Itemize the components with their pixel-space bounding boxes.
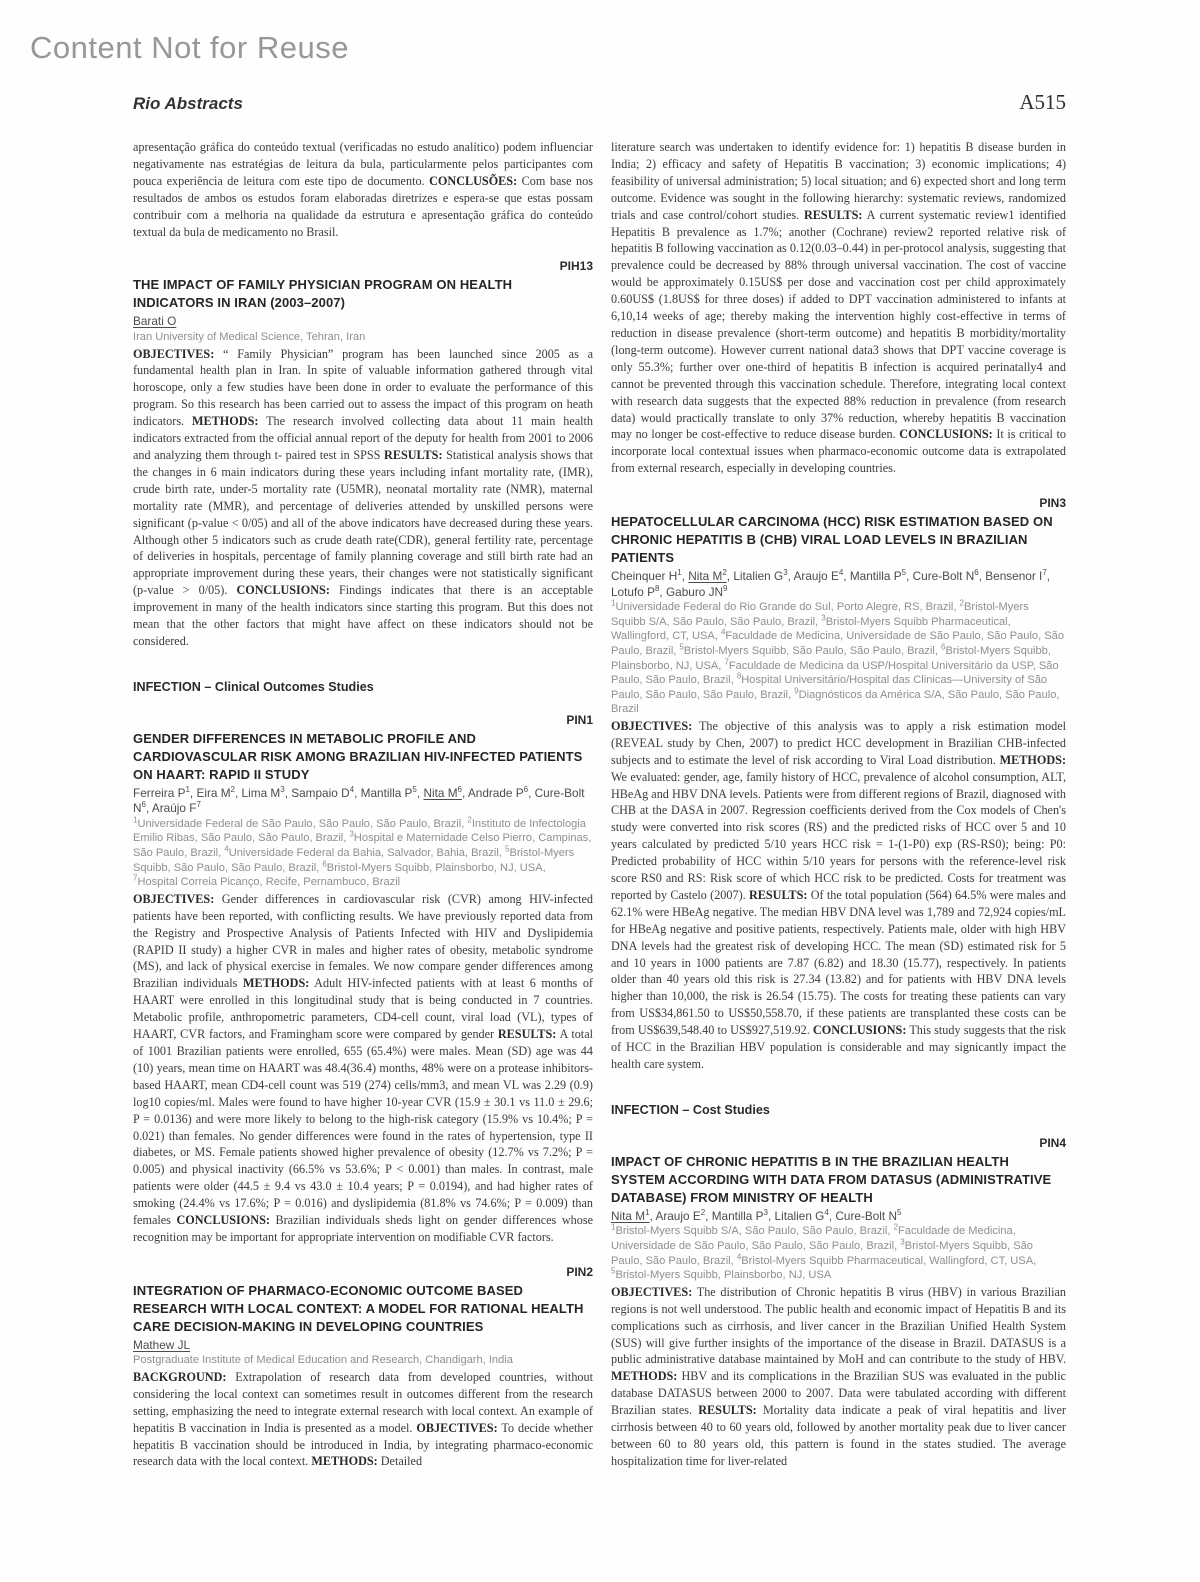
abstract-body-continuation: apresentação gráfica do conteúdo textual (verificadas no estudo analítico) podem influenciar negativamente nas estratégias de leitura da bula, particularmente pelos participantes com pouca experiência de leitura com este tipo de documento. CONCLUSÕES: Com base nos resultados de ambos os estudos foram elaboradas diretrizes e espera-se que estas possam contribuir com a melhoria na qualidade da estrutura e apresentação gráfica do conteúdo textual da bula de medicamento no Brasil. [133,140,593,239]
running-head [133,90,1066,115]
left-column [133,139,593,1470]
abstract-body-continuation: literature search was undertaken to identify evidence for: 1) hepatitis B disease burden in India; 2) efficacy and safety of Hepatitis B vaccination; 3) economic implications; 4) feasibility of universal administration; 5) local situation; and 6) expected short and long term outcome. Evidence was sought in the following hierarchy: systematic reviews, randomized trials and case control/cohort studies. RESULTS: A current systematic review1 identified Hepatitis B prevalence as 1.7%; another (Cochrane) review2 reported relative risk of hepatitis B following vaccination as 0.12(0.03–0.44) in per-protocol analysis, suggesting that prevalence could be decreased by 88% through universal vaccination. The cost of vaccine would be approximately 0.15US$ per dose and vaccination cost per child approximately 0.60US$ (1.8US$ for three doses) if added to DPT vaccination administered to infants at 6,10,14 weeks of age; thereby making the intervention highly cost-effective in terms of reduction in disease prevalence (short-term outcome) and hepatitis B morbidity/mortality (long-term outcome). However current national data3 shows that DPT vaccine coverage is only 55.3%; further over one-third of hepatitis B infection is acquired perinatally4 and cannot be prevented through this vaccination schedule. Therefore, integrating local context with research data suggests that the expected 88% reduction in prevalence (from research data) would practically translate to only 37% reduction, whereby hepatitis B vaccination may no longer be cost-effective to reduce disease burden. CONCLUSIONS: It is critical to incorporate local contextual issues when pharmaco-economic outcome data is extrapolated from external research, especially in developing countries. [611,140,1067,476]
abstract-body: OBJECTIVES: Gender differences in cardiovascular risk (CVR) among HIV-infected patients have been reported, with conflicting results. We have previously reported data from the Registry and Prospective Analysis of Patients Infected with HIV and Dyslipidemia (RAPID II study) a higher CVR in males and higher rates of obesity, metabolic syndrome (MS), and lack of physical exercise in females. We now compare gender differences among Brazilian individuals METHODS: Adult HIV-infected patients with at least 6 months of HAART were enrolled in this longitudinal study that is being conducted in 7 countries. Metabolic profile, anthropometric parameters, CD4-cell count, viral load (VL), types of HAART, CVR factors, and Framingham score were compared by gender RESULTS: A total of 1001 Brazilian patients were enrolled, 655 (65.4%) were males. Mean (SD) age was 44 (10) years, mean time on HAART was 48.4(36.4) months, 48% were on a protease inhibitors-based HAART, mean CD4-cell count was 519 (274) cells/mm3, and mean VL was 2.29 (0.9) log10 copies/ml. Males were found to have higher 10-year CVR (15.9 ± 30.1 vs 11.0 ± 29.6; P = 0.0136) and were more likely to belong to the high-risk category (15.9% vs 10.4%; P = 0.021) than females. No gender differences were found in the rates of hypertension, type II diabetes, or MS. Female patients showed higher prevalence of obesity (12.7% vs 7.2%; P = 0.005) and physical inactivity (66.5% vs 53.6%; P < 0.001) than males. In contrast, male patients were older (44.5 ± 9.4 vs 43.0 ± 10.4 years; P = 0.0194), and had higher rates of smoking (24.4% vs 17.6%; P = 0.016) and dyslipidemia (81.8% vs 74.6%; P = 0.009) than females CONCLUSIONS: Brazilian individuals sheds light on gender differences whose recognition may be important for appropriate intervention on modifiable CVR factors. [133,891,593,1244]
abstract-pin1 [133,712,593,1246]
abstract-authors: Barati O [133,314,177,329]
abstract-pih13 [133,258,593,649]
abstract-title: INTEGRATION OF PHARMACO-ECONOMIC OUTCOME BASED RESEARCH WITH LOCAL CONTEXT: A MODEL FOR RATIONAL HEALTH CARE DECISION-MAKING IN DEVELOPING COUNTRIES [133,1282,584,1334]
abstract-authors: Nita $M^1$, Araujo $E^2$, Mantilla $P^3$, Litalien $G^4$, Cure-Bolt $N^5$ [611,1207,902,1223]
abstract-affiliations: $^1$Bristol-Myers Squibb S/A, São Paulo, São Paulo, Brazil, $^2$Faculdade de Medicina, Universidade de São Paulo, São Paulo, São Paulo, Brazil, $^3$Bristol-Myers Squibb, São Paulo, São Paulo, Brazil, $^4$Bristol-Myers Squibb Pharmaceutical, Wallingford, CT, USA, $^5$Bristol-Myers Squibb, Plainsborbo, NJ, USA [611,1222,1037,1282]
abstract-body: OBJECTIVES: The distribution of Chronic hepatitis B virus (HBV) in various Brazilian regions is not well understood. The public health and economic impact of Hepatitis B and its complications such as cirrhosis, and liver cancer in the Brazilian Unified Health System (SUS) will give further insights of the importance of the disease in Brazil. DATASUS is a public administrative database maintained by MoH and can contribute to the study of HBV. METHODS: HBV and its complications in the Brazilian SUS was evaluated in the public database DATASUS between 2000 to 2007. Data were tabulated according with different Brazilian states. RESULTS: Mortality data indicate a peak of viral hepatitis and liver cirrhosis between 40 to 60 years old, followed by another mortality peak due to liver cancer between 60 to 80 years old, this pattern is found in the states studied. The average hospitalization time for liver-related [611,1284,1066,1468]
section-header: INFECTION – Cost Studies [611,1102,770,1117]
abstract-code: PIN1 [566,712,593,727]
abstract-title: IMPACT OF CHRONIC HEPATITIS B IN THE BRAZILIAN HEALTH SYSTEM ACCORDING WITH DATA FROM DATASUS (ADMINISTRATIVE DATABASE) FROM MINISTRY OF HEALTH [611,1153,1052,1205]
content-not-for-reuse-watermark: Content Not for Reuse [30,30,349,65]
abstract-authors: Ferreira $P^1$, Eira $M^2$, Lima $M^3$, Sampaio $D^4$, Mantilla $P^5$, Nita $M^6$, Andrade $P^6$, Cure-Bolt $N^6$, Araújo $F^7$ [133,784,585,816]
abstract-affiliations: Postgraduate Institute of Medical Education and Research, Chandigarh, India [133,1354,513,1367]
abstract-body: BACKGROUND: Extrapolation of research data from developed countries, without considering the local context can sometimes result in outcomes different from the research setting, emphasizing the need to integrate external research with local context. An example of hepatitis B vaccination in India is presented as a model. OBJECTIVES: To decide whether hepatitis B vaccination should be introduced in India, by integrating pharmaco-economic research data with the local context. METHODS: Detailed [133,1369,593,1469]
abstract-body: OBJECTIVES: The objective of this analysis was to apply a risk estimation model (REVEAL study by Chen, 2007) to predict HCC development in Brazilian CHB-infected subjects and to estimate the level of risk according to Viral Load distribution. METHODS: We evaluated: gender, age, family history of HCC, prevalence of alcohol consumption, ALT, HBeAg and HBV DNA levels. Patients were from different regions of Brazil, diagnosed with CHB at the DASA in 2007. Regression coefficients derived from the Cox models of Chen's study were converted into risk scores (RS) and the predicted risks of HCC over 5 and 10 years calculated by predicted 5/10 years HCC risk = 1-(1-P0) exp (RS-RS0); being: P0: Predicted probability of HCC within 5/10 years for persons with the reference-level risk score RS0 and RS: Risk score of which HCC risk to be predicted. Costs for treatment was reported by Castelo (2007). RESULTS: Of the total population (564) 64.5% were males and 62.1% were HBeAg negative. The median HBV DNA level was 1,789 and 72,924 copies/mL for HBeAg negative and positive patients, respectively. Patients male, older with high HBV DNA levels had the greatest risk of developing HCC. The mean (SD) estimated risk for 5 and 10 years in 1000 patients are 7.87 (6.82) and 18.30 (15.77), respectively. In patients older than 40 years old this risk is 27.34 (13.82) and for patients with HBV DNA levels higher than 10,000, the risk is 26.54 (15.75). The costs for treating these patients can vary from US$34,861.50 to US$50,558.70, if these patients are transplanted these costs can be from US$639,548.40 to US$927,519.92. CONCLUSIONS: This study suggests that the risk of HCC in the Brazilian HBV population is considerable and may signicantly impact the health care system. [611,718,1067,1071]
abstract-pin4 [611,1135,1066,1470]
right-column [611,139,1066,1470]
abstract-affiliations: $^1$Universidade Federal do Rio Grande do Sul, Porto Alegre, RS, Brazil, $^2$Bristol-Myers Squibb S/A, São Paulo, São Paulo, Brazil, $^3$Bristol-Myers Squibb Pharmaceutical, Wallingford, CT, USA, $^4$Faculdade de Medicina, Universidade de São Paulo, São Paulo, São Paulo, Brazil, $^5$Bristol-Myers Squibb, São Paulo, São Paulo, Brazil, $^6$Bristol-Myers Squibb, Plainsborbo, NJ, USA, $^7$Faculdade de Medicina da USP/Hospital Universitário da USP, São Paulo, São Paulo, Brazil, $^8$Hospital Universitário/Hospital das Clinicas—University of São Paulo, São Paulo, São Paulo, Brazil, $^9$Diagnósticos da América S/A, São Paulo, São Paulo, Brazil [611,598,1064,716]
abstract-code: PIH13 [559,259,593,274]
abstract-authors: Mathew JL [133,1337,191,1352]
abstract-title: THE IMPACT OF FAMILY PHYSICIAN PROGRAM ON HEALTH INDICATORS IN IRAN (2003–2007) [133,277,513,311]
abstract-title: HEPATOCELLULAR CARCINOMA (HCC) RISK ESTIMATION BASED ON CHRONIC HEPATITIS B (CHB) VIRAL LOAD LEVELS IN BRAZILIAN PATIENTS [611,514,1053,566]
abstract-code: PIN4 [1039,1135,1066,1150]
abstract-affiliations: Iran University of Medical Science, Tehran, Iran [133,330,366,343]
abstract-code: PIN2 [566,1264,593,1279]
section-header: INFECTION – Clinical Outcomes Studies [133,679,374,694]
abstract-title: GENDER DIFFERENCES IN METABOLIC PROFILE AND CARDIOVASCULAR RISK AMONG BRAZILIAN HIV-INFECTED PATIENTS ON HAART: RAPID II STUDY [133,730,583,782]
abstract-pin3 [611,495,1066,1073]
two-column-layout [133,139,1066,1582]
abstract-authors: Cheinquer $H^1$, Nita $M^2$, Litalien $G^3$, Araujo $E^4$, Mantilla $P^5$, Cure-Bolt $N^6$, Bensenor $I^7$, Lotufo $P^8$, Gaburo $JN^9$ [611,568,1051,599]
abstract-body: OBJECTIVES: “ Family Physician” program has been launched since 2005 as a fundamental health plan in Iran. In spite of valuable information gathered through vital horoscope, only a few studies have been done in order to evaluate the performance of this program. So this research has been carried out to assess the impact of this program on heath indicators. METHODS: The research involved collecting data about 11 main health indicators extracted from the official annual report of the deputy for health from 2001 to 2006 and analyzing them through t- paired test in SPSS RESULTS: Statistical analysis shows that the changes in 6 main indicators during these years including infant mortality rate, (IMR), crude birth rate, under-5 mortality rate (U5MR), neonatal mortality rate (NMR), maternal mortality rate (MMR), and percentage of deliveries attended by unskilled persons were significant (p-value < 0/05) and all of the above indicators have decreased during these years. Although other 5 indicators such as crude death rate(CDR), general fertility rate, percentage of deliveries in hospitals, percentage of family planning coverage and still birth rate had an appropriate improvement during these years, their changes were not statistically significant (p-value > 0/05). CONCLUSIONS: Findings indicates that there is an acceptable improvement in many of the health indicators since starting this program. But this does not mean that the other factors that might have affect on these indicators should not be considered. [133,346,594,648]
abstract-code: PIN3 [1039,496,1066,511]
journal-title: Rio Abstracts [133,94,243,113]
abstract-pin2 [133,1264,593,1471]
page-number: A515 [1019,90,1066,114]
abstract-affiliations: $^1$Universidade Federal de São Paulo, São Paulo, São Paulo, Brazil, $^2$Instituto de Infectologia Emilio Ribas, São Paulo, São Paulo, Brazil, $^3$Hospital e Maternidade Celso Pierro, Campinas, São Paulo, Brazil, $^4$Universidade Federal da Bahia, Salvador, Bahia, Brazil, $^5$Bristol-Myers Squibb, São Paulo, São Paulo, Brazil, $^6$Bristol-Myers Squibb, Plainsborbo, NJ, USA, $^7$Hospital Correia Picanço, Recife, Pernambuco, Brazil [133,815,592,889]
